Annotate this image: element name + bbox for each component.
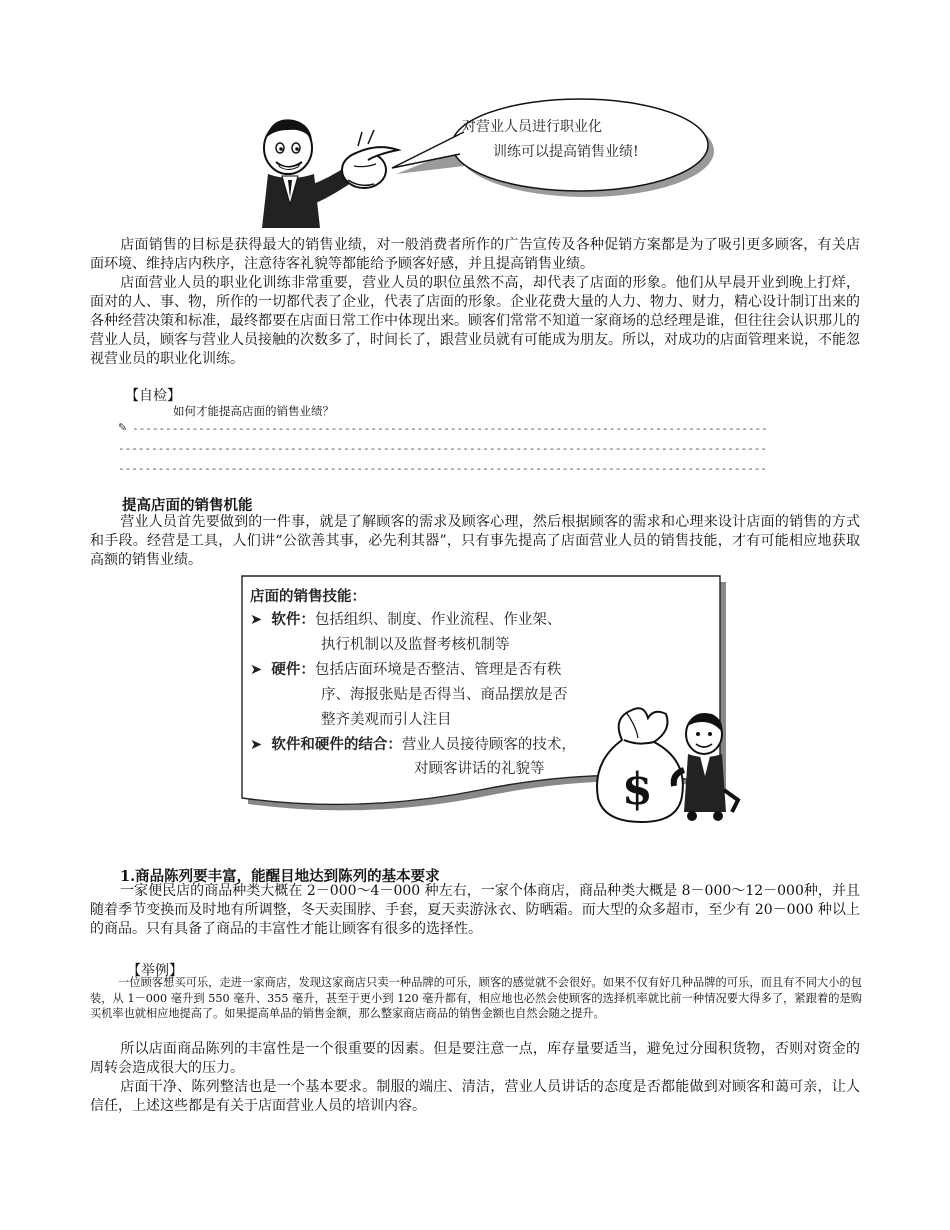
pointing-man-illustration xyxy=(250,108,400,230)
skills-hardware-line-3: 整齐美观而引人注目 xyxy=(321,712,452,728)
arrow-bullet-icon: ➤ xyxy=(250,737,272,753)
bubble-line-1: 对营业人员进行职业化 xyxy=(462,119,602,135)
svg-text:$: $ xyxy=(622,764,653,815)
intro-paragraph-1: 店面销售的目标是获得最大的销售业绩，对一般消费者所作的广告宣传及各种促销方案都是为了吸引更多顾客，有关店面环境、维持店内秩序，注意待客礼貌等都能给予顾客好感，并且提高销售业绩。 xyxy=(90,237,860,272)
section1-body: 营业人员首先要做到的一件事，就是了解顾客的需求及顾客心理，然后根据顾客的需求和心理来设计店面的销售的方式和手段。经营是工具，人们讲“公欲善其事，必先利其器”，只有事先提高了店面营业人员的销售技能，才有可能相应地获取高额的销售业绩。 xyxy=(90,514,860,568)
skills-software-line-2: 执行机制以及监督考核机制等 xyxy=(321,637,510,653)
self-check-question: 如何才能提高店面的销售业绩？ xyxy=(173,404,334,418)
closing-paragraph-2: 店面干净、陈列整洁也是一个基本要求。制服的端庄、清洁，营业人员讲话的态度是否都能做到对顾客和蔼可亲，让人信任，上述这些都是有关于店面营业人员的培训内容。 xyxy=(90,1079,860,1114)
answer-line-3: -------------------------------------------------------------------------------------------------- xyxy=(118,462,768,475)
bubble-line-2: 训练可以提高销售业绩! xyxy=(493,144,639,160)
skills-box-title: 店面的销售技能： xyxy=(250,589,366,605)
skills-software-line-1: ➤ 软件：包括组织、制度、作业流程、作业架、 xyxy=(250,612,562,628)
example-body: 一位顾客想买可乐，走进一家商店，发现这家商店只卖一种品牌的可乐，顾客的感觉就不会很好。如果不仅有好几种品牌的可乐，而且有不同大小的包装，从 1－000 毫升到 550 毫升、355 毫升，甚至于更小到 120 毫升都有，相应地也必然会使顾客的选择机率就比前一种情况要大得多了，紧跟着的是购买机率也就相应地提高了。如果提高单品的销售金额，那么整家商店商品的销售金额也自然会随之提升。 xyxy=(90,976,862,1020)
answer-line-2: -------------------------------------------------------------------------------------------------- xyxy=(118,442,768,455)
answer-line-1: ------------------------------------------------------------------------------------------------ xyxy=(132,422,768,435)
intro-paragraph-2: 店面营业人员的职业化训练非常重要，营业人员的职位虽然不高，却代表了店面的形象。他们从早晨开业到晚上打烊，面对的人、事、物，所作的一切都代表了企业，代表了店面的形象。企业花费大量的人力、物力、财力，精心设计制订出来的各种经营决策和标准，最终都要在店面日常工作中体现出来。顾客们常常不知道一家商场的总经理是谁，但往往会认识那儿的营业人员，顾客与营业人员接触的次数多了，时间长了，跟营业员就有可能成为朋友。所以，对成功的店面管理来说，不能忽视营业员的职业化训练。 xyxy=(90,275,860,367)
self-check-label: 【自检】 xyxy=(125,388,181,404)
skills-hardware-line-2: 序、海报张贴是否得当、商品摆放是否 xyxy=(321,687,568,703)
closing-paragraph-1: 所以店面商品陈列的丰富性是一个很重要的因素。但是要注意一点，库存量要适当，避免过分囤积货物，否则对资金的周转会造成很大的压力。 xyxy=(90,1041,860,1076)
pencil-icon: ✎ xyxy=(118,421,128,434)
arrow-bullet-icon: ➤ xyxy=(250,662,272,678)
example-label: 【举例】 xyxy=(127,963,183,979)
arrow-bullet-icon: ➤ xyxy=(250,612,272,628)
skills-hardware-line-1: ➤ 硬件：包括店面环境是否整洁、管理是否有秩 xyxy=(250,662,562,678)
section-title-sales-function: 提高店面的销售机能 xyxy=(122,497,253,514)
money-bag-illustration xyxy=(592,700,742,828)
skills-combo-line-1: ➤ 软件和硬件的结合：营业人员接待顾客的技术， xyxy=(250,737,576,753)
section-title-display: 1.商品陈列要丰富，能醒目地达到陈列的基本要求 xyxy=(120,868,440,885)
section2-body: 一家便民店的商品种类大概在 2－000～4－000 种左右，一家个体商店，商品种类大概是 8－000～12－000种，并且随着季节变换而及时地有所调整，冬天卖围脖、手套，夏天卖游泳衣、防晒霜。而大型的众多超市，至少有 20－000 种以上的商品。只有具备了商品的丰富性才能让顾客有很多的选择性。 xyxy=(90,883,860,937)
skills-combo-line-2: 对顾客讲话的礼貌等 xyxy=(414,761,545,777)
